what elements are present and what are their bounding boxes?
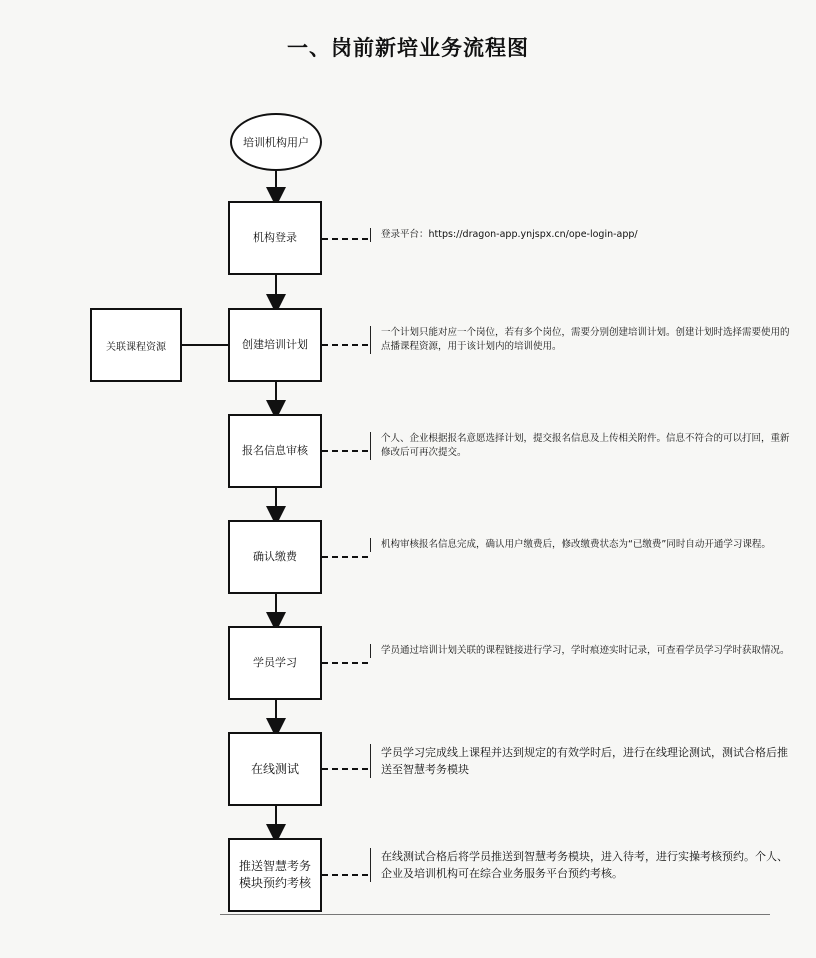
- step-push-smart-exam: 推送智慧考务模块预约考核: [228, 838, 322, 912]
- step-create-training-plan: 创建培训计划: [228, 308, 322, 382]
- footer-divider: [220, 914, 770, 915]
- step-confirm-payment: 确认缴费: [228, 520, 322, 594]
- note-login: 登录平台：https://dragon-app.ynjspx.cn/ope-login-app/: [370, 228, 790, 242]
- step-registration-review: 报名信息审核: [228, 414, 322, 488]
- note-confirm-payment: 机构审核报名信息完成，确认用户缴费后，修改缴费状态为“已缴费”同时自动开通学习课程。: [370, 538, 790, 552]
- note-push-smart-exam: 在线测试合格后将学员推送到智慧考务模块，进入待考，进行实操考核预约。个人、企业及培训机构可在综合业务服务平台预约考核。: [370, 848, 790, 882]
- note-student-learning: 学员通过培训计划关联的课程链接进行学习，学时痕迹实时记录，可查看学员学习学时获取情况。: [370, 644, 790, 658]
- note-create-plan: 一个计划只能对应一个岗位，若有多个岗位，需要分别创建培训计划。创建计划时选择需要使用的点播课程资源，用于该计划内的培训使用。: [370, 326, 790, 354]
- related-course-resource-box: 关联课程资源: [90, 308, 182, 382]
- page-title: 一、岗前新培业务流程图: [287, 35, 529, 60]
- step-student-learning: 学员学习: [228, 626, 322, 700]
- note-online-test: 学员学习完成线上课程并达到规定的有效学时后，进行在线理论测试，测试合格后推送至智慧考务模块: [370, 744, 790, 778]
- start-node: 培训机构用户: [230, 113, 322, 171]
- note-registration-review: 个人、企业根据报名意愿选择计划，提交报名信息及上传相关附件。信息不符合的可以打回，重新修改后可再次提交。: [370, 432, 790, 460]
- step-institution-login: 机构登录: [228, 201, 322, 275]
- step-online-test: 在线测试: [228, 732, 322, 806]
